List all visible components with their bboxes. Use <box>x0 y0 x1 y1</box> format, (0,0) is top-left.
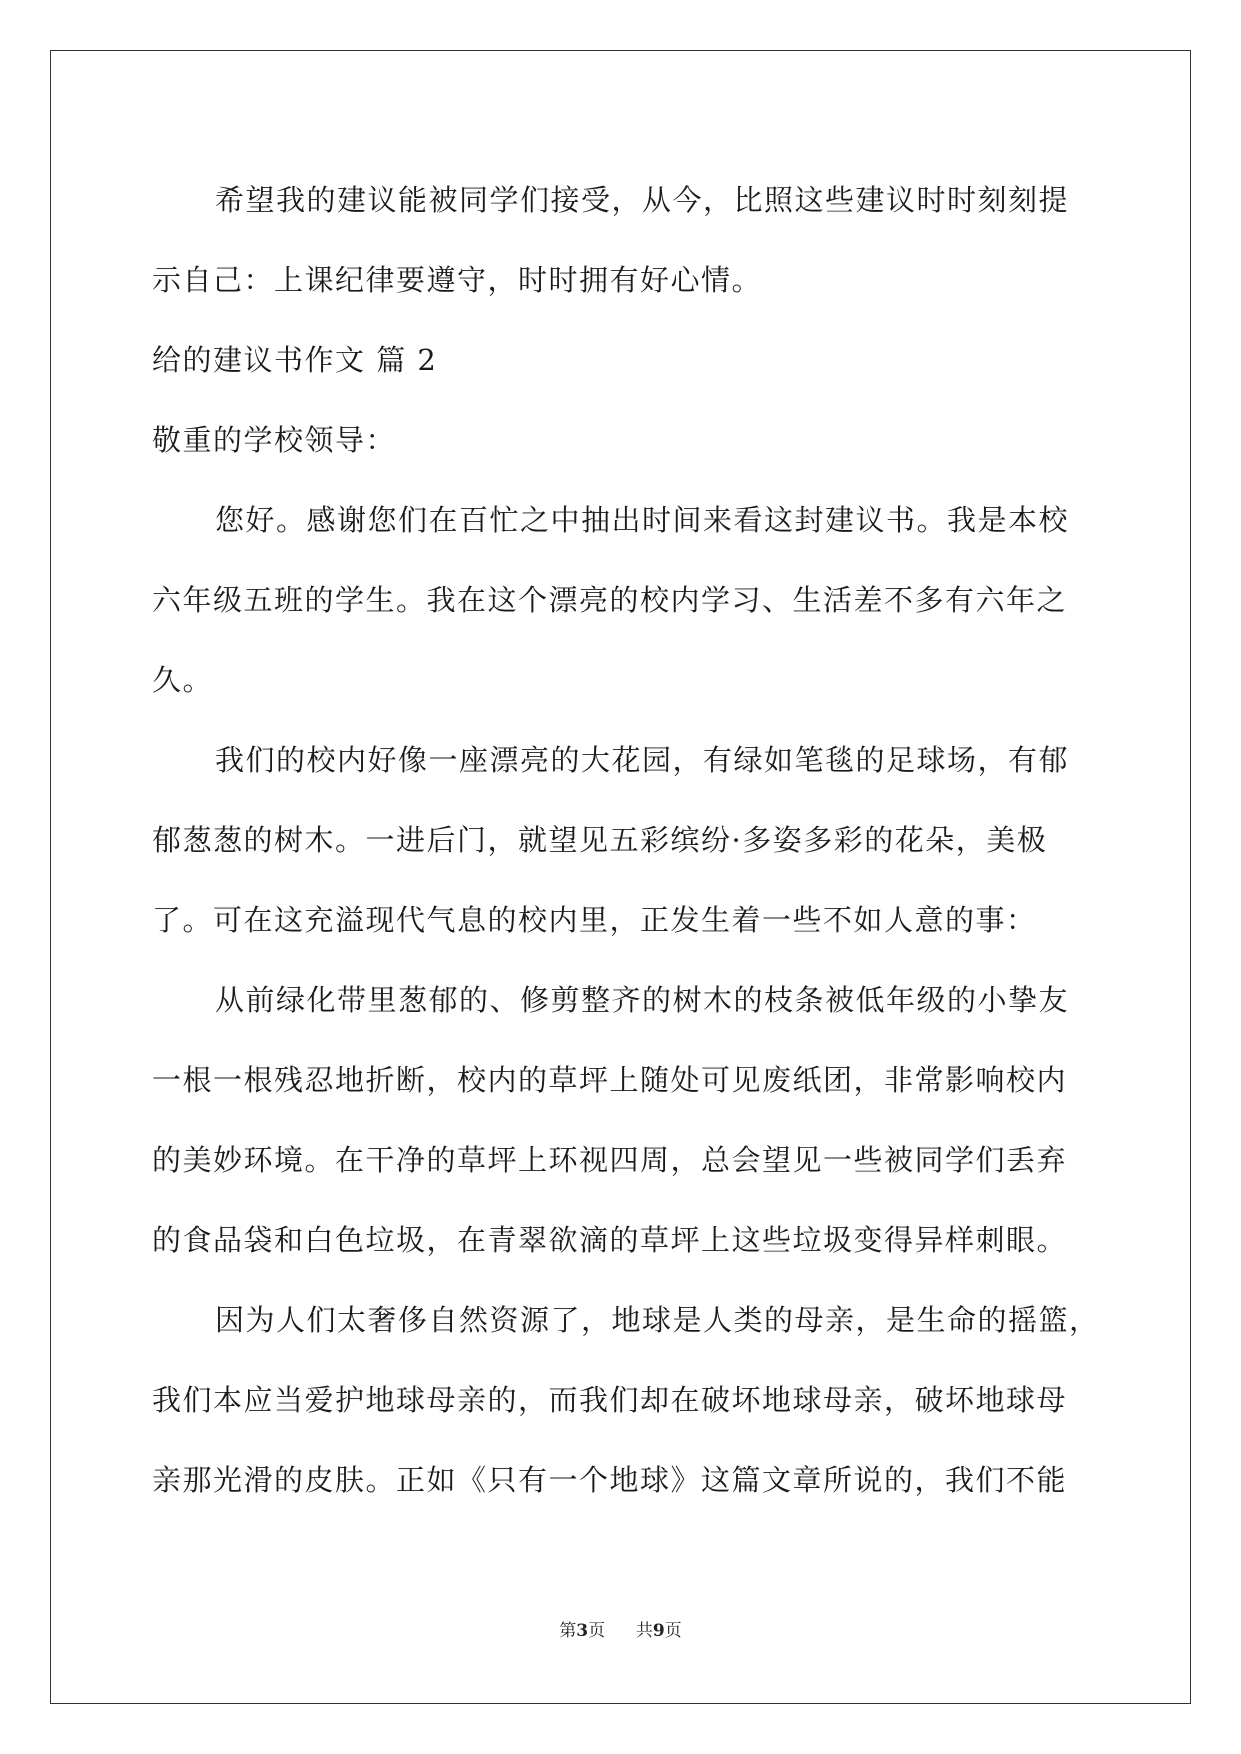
salutation: 敬重的学校领导： <box>152 423 397 457</box>
text-line: 您好。感谢您们在百忙之中抽出时间来看这封建议书。我是本校 <box>215 503 1070 537</box>
text-line: 了。可在这充溢现代气息的校内里，正发生着一些不如人意的事： <box>152 903 1037 937</box>
text-line: 一根一根残忍地折断，校内的草坪上随处可见废纸团，非常影响校内 <box>152 1063 1068 1097</box>
text-line: 从前绿化带里葱郁的、修剪整齐的树木的枝条被低年级的小挚友 <box>215 983 1070 1017</box>
page-total-label: 共9页 <box>635 1621 682 1641</box>
document-body <box>152 160 1100 1520</box>
page-number-label: 第3页 <box>559 1621 606 1641</box>
text-line: 我们的校内好像一座漂亮的大花园，有绿如笔毯的足球场，有郁 <box>215 743 1070 777</box>
text-line: 亲那光滑的皮肤。正如《只有一个地球》这篇文章所说的，我们不能 <box>152 1463 1068 1497</box>
section-heading: 给的建议书作文 篇 2 <box>152 343 438 377</box>
text-line: 六年级五班的学生。我在这个漂亮的校内学习、生活差不多有六年之 <box>152 583 1068 617</box>
text-line: 因为人们太奢侈自然资源了，地球是人类的母亲，是生命的摇篮， <box>215 1303 1100 1337</box>
text-line: 示自己：上课纪律要遵守，时时拥有好心情。 <box>152 263 763 297</box>
text-line: 的食品袋和白色垃圾，在青翠欲滴的草坪上这些垃圾变得异样刺眼。 <box>152 1223 1068 1257</box>
text-line: 的美妙环境。在干净的草坪上环视四周，总会望见一些被同学们丢弃 <box>152 1143 1068 1177</box>
text-line: 郁葱葱的树木。一进后门，就望见五彩缤纷·多姿多彩的花朵，美极 <box>152 823 1048 857</box>
page-footer <box>0 1616 1241 1641</box>
text-line: 我们本应当爱护地球母亲的，而我们却在破坏地球母亲，破坏地球母 <box>152 1383 1068 1417</box>
text-line: 久。 <box>152 663 214 697</box>
text-line: 希望我的建议能被同学们接受，从今，比照这些建议时时刻刻提 <box>215 183 1070 217</box>
